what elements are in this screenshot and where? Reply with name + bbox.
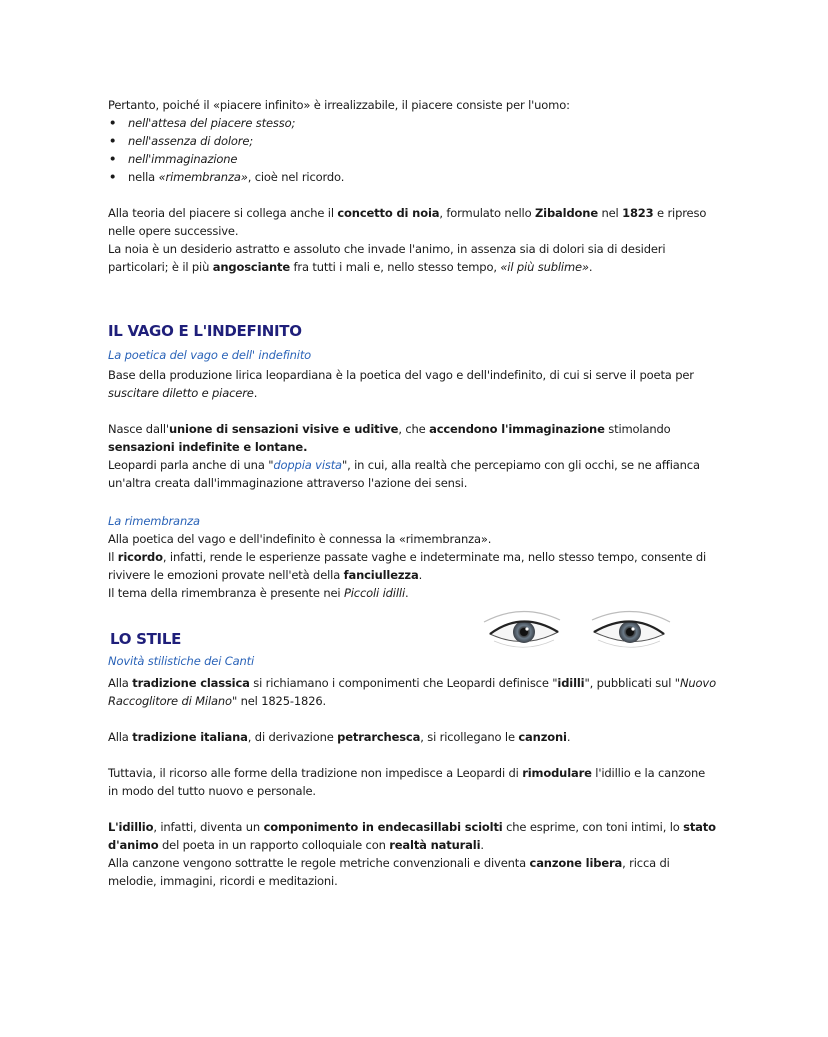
vago-paragraph-3: Leopardi parla anche di una "doppia vista", in cui, alla realtà che percepiamo con gli occhi, se ne affianca un'altra creata dall'immaginazione attraverso l'azione dei sensi. [108, 458, 700, 490]
rimembranza-line-3: Il tema della rimembranza è presente nei Piccoli idilli. [108, 586, 409, 600]
rimembranza-line-2: Il ricordo, infatti, rende le esperienze passate vaghe e indeterminate ma, nello stesso tempo, consente di rivivere le emozioni provate nell'età della fanciullezza. [108, 550, 707, 582]
section-subtitle-stile: Novità stilistiche dei Canti [108, 654, 255, 668]
section-title-stile: LO STILE [110, 630, 182, 648]
section-subtitle-rimembranza: La rimembranza [108, 514, 200, 528]
noia-paragraph-1: Alla teoria del piacere si collega anche il concetto di noia, formulato nello Zibaldone nel 1823 e ripreso nelle opere successive. [108, 206, 707, 238]
right-eye [592, 611, 670, 647]
rimembranza-line-1: Alla poetica del vago e dell'indefinito è connessa la «rimembranza». [108, 532, 492, 546]
bullet-text: nell'attesa del piacere stesso; [128, 116, 296, 130]
bullet-text: nell'assenza di dolore; [128, 134, 253, 148]
intro-line: Pertanto, poiché il «piacere infinito» è irrealizzabile, il piacere consiste per l'uomo: [108, 98, 570, 112]
document-page [108, 96, 718, 890]
list-item [108, 150, 718, 168]
vago-paragraph-2: Nasce dall'unione di sensazioni visive e uditive, che accendono l'immaginazione stimolando sensazioni indefinite e lontane. [108, 422, 671, 454]
pleasure-list [108, 114, 718, 186]
left-eye [484, 611, 560, 647]
stile-paragraph-5: Alla canzone vengono sottratte le regole metriche convenzionali e diventa canzone libera, ricca di melodie, immagini, ricordi e meditazioni. [108, 856, 670, 888]
bullet-tail: , cioè nel ricordo. [247, 170, 345, 184]
list-item [108, 132, 718, 150]
section-subtitle-vago: La poetica del vago e dell' indefinito [108, 348, 312, 362]
bullet-text: nell'immaginazione [128, 152, 238, 166]
section-title-vago: IL VAGO E L'INDEFINITO [108, 322, 302, 340]
list-item [108, 168, 718, 186]
stile-paragraph-1: Alla tradizione classica si richiamano i componimenti che Leopardi definisce "idilli", pubblicati sul "Nuovo Raccoglitore di Milano" nel 1825-1826. [108, 676, 716, 708]
bullet-text: nella [128, 170, 156, 184]
vago-paragraph-1: Base della produzione lirica leopardiana è la poetica del vago e dell'indefinito, di cui si serve il poeta per suscitare diletto e piacere. [108, 368, 694, 400]
eyes-illustration [482, 600, 672, 660]
stile-paragraph-4: L'idillio, infatti, diventa un componimento in endecasillabi sciolti che esprime, con toni intimi, lo stato d'animo del poeta in un rapporto colloquiale con realtà naturali. [108, 820, 716, 852]
list-item [108, 114, 718, 132]
bullet-em: «rimembranza» [158, 170, 248, 184]
noia-paragraph-2: La noia è un desiderio astratto e assoluto che invade l'animo, in assenza sia di dolori sia di desideri particolari; è il più angosciante fra tutti i mali e, nello stesso tempo, «il più sublime». [108, 242, 666, 274]
stile-paragraph-2: Alla tradizione italiana, di derivazione petrarchesca, si ricollegano le canzoni. [108, 730, 571, 744]
stile-paragraph-3: Tuttavia, il ricorso alle forme della tradizione non impedisce a Leopardi di rimodulare l'idillio e la canzone in modo del tutto nuovo e personale. [108, 766, 706, 798]
